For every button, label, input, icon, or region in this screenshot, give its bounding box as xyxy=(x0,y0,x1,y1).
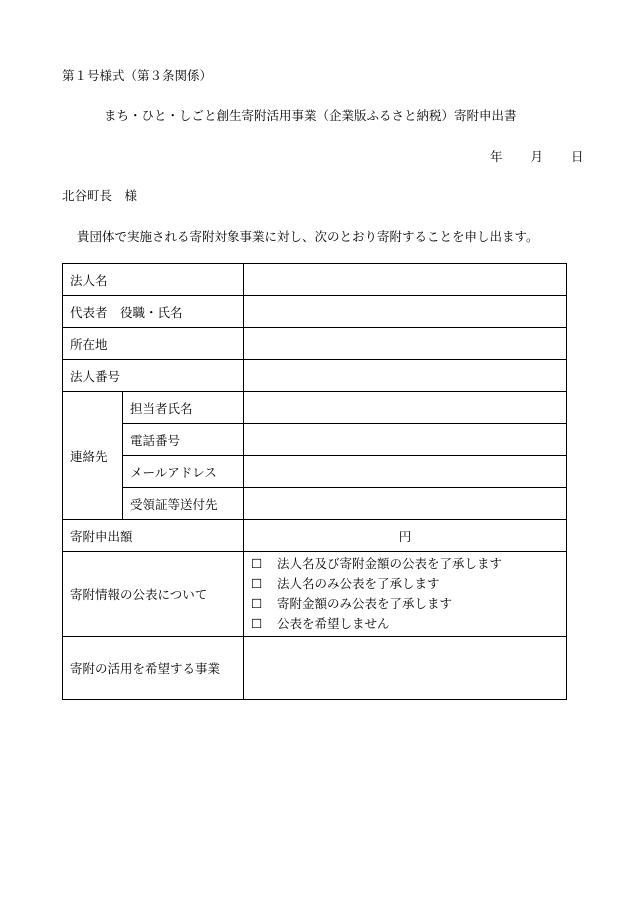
application-table xyxy=(62,263,567,700)
table-row xyxy=(63,637,567,700)
publication-option[interactable] xyxy=(251,574,566,594)
address-field[interactable] xyxy=(244,328,567,360)
corp-name-field[interactable] xyxy=(244,264,567,296)
amount-label: 寄附申出額 xyxy=(63,520,244,552)
representative-label: 代表者 役職・氏名 xyxy=(63,296,244,328)
form-number: 第１号様式（第３条関係） xyxy=(62,68,213,83)
table-row xyxy=(63,360,567,392)
checkbox[interactable]: ☐ xyxy=(251,576,263,591)
yen-unit: 円 xyxy=(398,528,412,544)
month-label: 月 xyxy=(530,149,544,164)
table-row xyxy=(63,296,567,328)
publication-option[interactable] xyxy=(251,594,566,614)
checkbox[interactable]: ☐ xyxy=(251,596,263,611)
contact-person-label: 担当者氏名 xyxy=(123,392,244,424)
publication-option[interactable] xyxy=(251,554,566,574)
option-label: 公表を希望しません xyxy=(277,616,390,631)
contact-label: 連絡先 xyxy=(63,392,123,520)
date-line xyxy=(490,147,584,165)
project-label: 寄附の活用を希望する事業 xyxy=(63,637,244,700)
option-label: 寄附金額のみ公表を了承します xyxy=(277,596,453,611)
table-row xyxy=(63,488,567,520)
table-row xyxy=(63,392,567,424)
email-field[interactable] xyxy=(244,456,567,488)
representative-field[interactable] xyxy=(244,296,567,328)
corp-number-label: 法人番号 xyxy=(63,360,244,392)
amount-field[interactable] xyxy=(244,520,567,552)
receipt-address-label: 受領証等送付先 xyxy=(123,488,244,520)
table-row xyxy=(63,264,567,296)
addressee: 北谷町長 様 xyxy=(62,188,138,203)
day-label: 日 xyxy=(571,149,584,164)
table-row xyxy=(63,424,567,456)
option-label: 法人名のみ公表を了承します xyxy=(277,576,440,591)
publication-option[interactable] xyxy=(251,614,566,634)
table-row xyxy=(63,520,567,552)
receipt-address-field[interactable] xyxy=(244,488,567,520)
year-label: 年 xyxy=(490,149,503,164)
option-label: 法人名及び寄附金額の公表を了承します xyxy=(277,556,503,571)
table-row xyxy=(63,456,567,488)
table-row xyxy=(63,552,567,637)
contact-person-field[interactable] xyxy=(244,392,567,424)
checkbox[interactable]: ☐ xyxy=(251,616,263,631)
phone-field[interactable] xyxy=(244,424,567,456)
publication-options xyxy=(244,552,567,637)
address-label: 所在地 xyxy=(63,328,244,360)
corp-name-label: 法人名 xyxy=(63,264,244,296)
table-row xyxy=(63,328,567,360)
phone-label: 電話番号 xyxy=(123,424,244,456)
corp-number-field[interactable] xyxy=(244,360,567,392)
project-field[interactable] xyxy=(244,637,567,700)
publication-label: 寄附情報の公表について xyxy=(63,552,244,637)
email-label: メールアドレス xyxy=(123,456,244,488)
checkbox[interactable]: ☐ xyxy=(251,556,263,571)
intro-text: 貴団体で実施される寄附対象事業に対し、次のとおり寄附することを申し出ます。 xyxy=(77,229,539,244)
document-title: まち・ひと・しごと創生寄附活用事業（企業版ふるさと納税）寄附申出書 xyxy=(104,108,517,123)
